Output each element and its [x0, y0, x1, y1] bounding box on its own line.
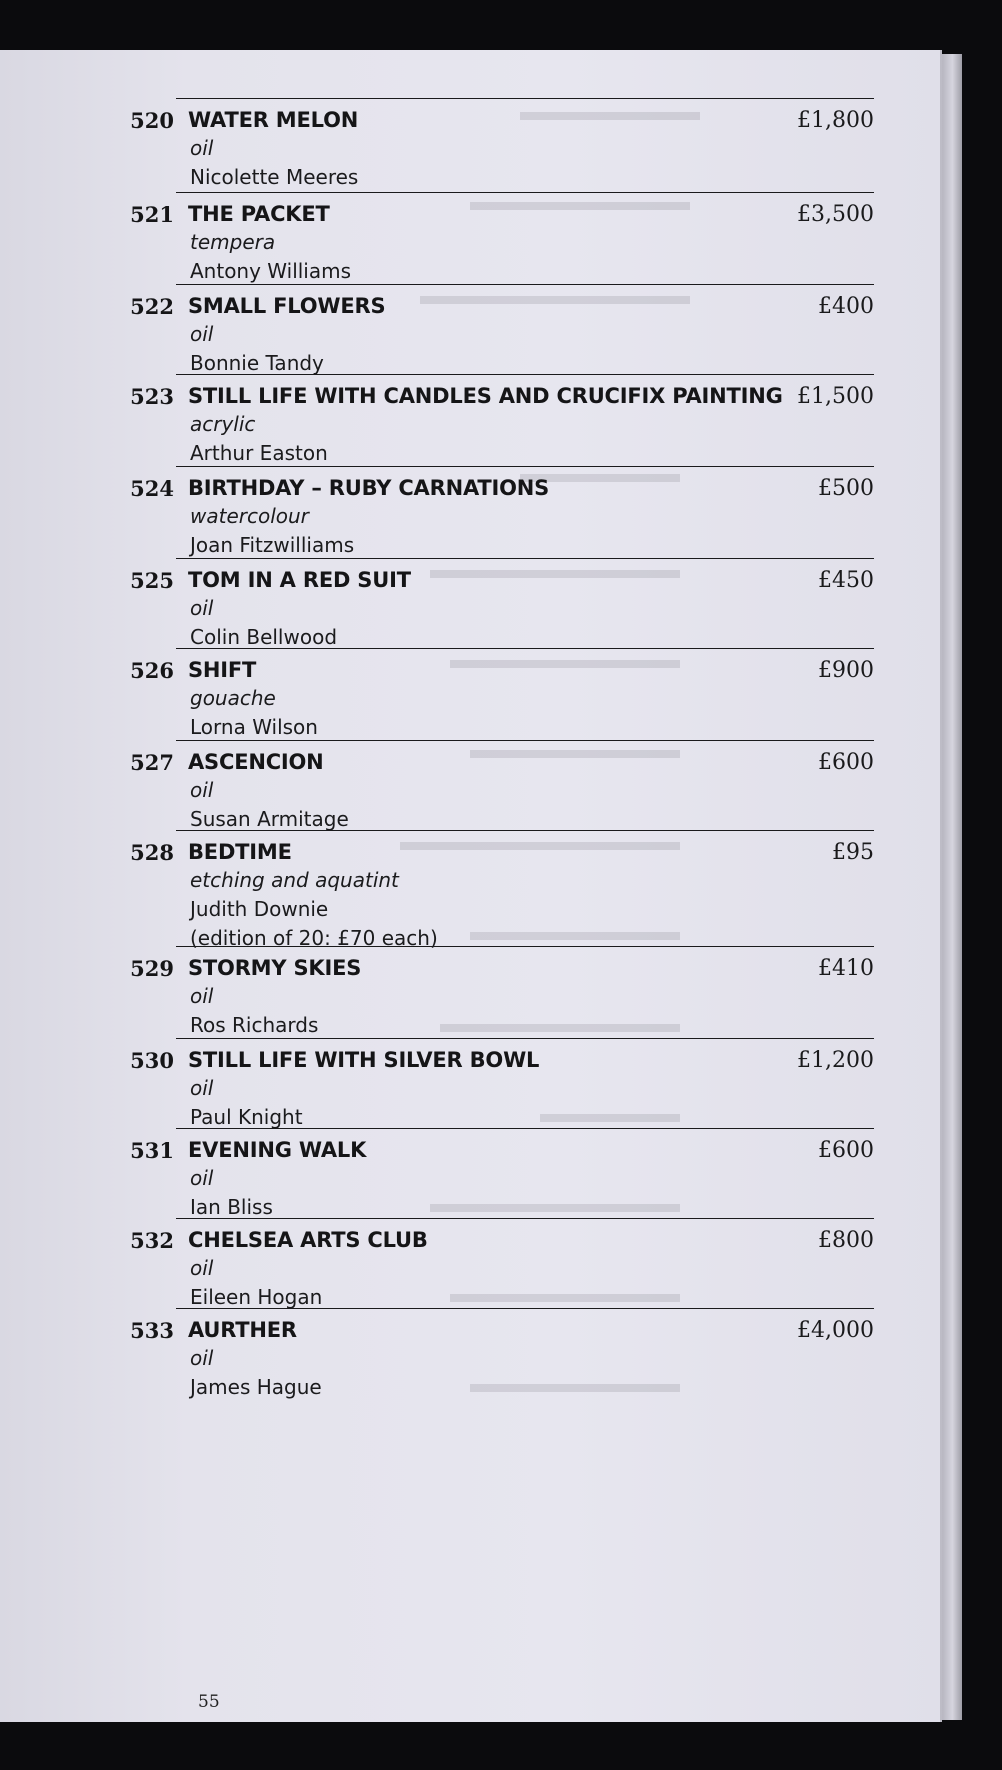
- entry-title: SMALL FLOWERS: [188, 294, 386, 318]
- entry-title: ASCENCION: [188, 750, 324, 774]
- entry-divider: [176, 740, 874, 741]
- entry-title: BIRTHDAY – RUBY CARNATIONS: [188, 476, 550, 500]
- entry-medium: watercolour: [190, 504, 309, 528]
- entry-medium: tempera: [190, 230, 276, 254]
- entry-medium: acrylic: [190, 412, 256, 436]
- entry-title: TOM IN A RED SUIT: [188, 568, 411, 592]
- entry-title: AURTHER: [188, 1318, 297, 1342]
- entry-artist: Ros Richards: [190, 1013, 319, 1037]
- entry-divider: [176, 1218, 874, 1219]
- entry-price: £600: [818, 1138, 874, 1163]
- entry-number: 528: [130, 840, 174, 865]
- entry-medium: oil: [190, 136, 214, 160]
- entry-artist: Nicolette Meeres: [190, 165, 359, 189]
- entry-number: 533: [130, 1318, 174, 1343]
- entry-medium: oil: [190, 778, 214, 802]
- entry-price: £900: [818, 658, 874, 683]
- entry-price: £1,200: [797, 1048, 874, 1073]
- entry-price: £500: [818, 476, 874, 501]
- entry-title: BEDTIME: [188, 840, 292, 864]
- entry-artist: Bonnie Tandy: [190, 351, 324, 375]
- entry-number: 529: [130, 956, 174, 981]
- entry-price: £400: [818, 294, 874, 319]
- entry-number: 527: [130, 750, 174, 775]
- entry-divider: [176, 1038, 874, 1039]
- entry-divider: [176, 98, 874, 99]
- entry-medium: oil: [190, 1346, 214, 1370]
- entry-title: CHELSEA ARTS CLUB: [188, 1228, 428, 1252]
- entry-medium: oil: [190, 322, 214, 346]
- entry-divider: [176, 192, 874, 193]
- entry-title: SHIFT: [188, 658, 257, 682]
- entry-number: 521: [130, 202, 174, 227]
- entry-number: 526: [130, 658, 174, 683]
- entry-title: EVENING WALK: [188, 1138, 367, 1162]
- entry-number: 525: [130, 568, 174, 593]
- entry-artist: Arthur Easton: [190, 441, 328, 465]
- entry-number: 531: [130, 1138, 174, 1163]
- entry-number: 532: [130, 1228, 174, 1253]
- entry-artist: Antony Williams: [190, 259, 352, 283]
- entry-divider: [176, 1128, 874, 1129]
- catalogue-list: [0, 50, 940, 1722]
- catalogue-page: [0, 50, 940, 1722]
- entry-artist: Eileen Hogan: [190, 1285, 323, 1309]
- entry-price: £600: [818, 750, 874, 775]
- entry-divider: [176, 374, 874, 375]
- entry-medium: oil: [190, 1076, 214, 1100]
- entry-artist: Paul Knight: [190, 1105, 303, 1129]
- entry-artist: Colin Bellwood: [190, 625, 338, 649]
- entry-divider: [176, 558, 874, 559]
- entry-price: £1,800: [797, 108, 874, 133]
- entry-artist: Joan Fitzwilliams: [190, 533, 355, 557]
- entry-title: STILL LIFE WITH SILVER BOWL: [188, 1048, 540, 1072]
- entry-price: £3,500: [797, 202, 874, 227]
- entry-medium: oil: [190, 1256, 214, 1280]
- entry-title: STILL LIFE WITH CANDLES AND CRUCIFIX PAINTING: [188, 384, 783, 408]
- entry-artist: Lorna Wilson: [190, 715, 318, 739]
- entry-medium: oil: [190, 596, 214, 620]
- entry-price: £1,500: [797, 384, 874, 409]
- entry-artist: Ian Bliss: [190, 1195, 273, 1219]
- entry-number: 524: [130, 476, 174, 501]
- entry-artist: James Hague: [190, 1375, 322, 1399]
- entry-title: THE PACKET: [188, 202, 330, 226]
- entry-number: 530: [130, 1048, 174, 1073]
- entry-price: £95: [832, 840, 874, 865]
- entry-price: £450: [818, 568, 874, 593]
- entry-divider: [176, 946, 874, 947]
- entry-number: 523: [130, 384, 174, 409]
- entry-title: STORMY SKIES: [188, 956, 362, 980]
- entry-price: £800: [818, 1228, 874, 1253]
- entry-artist: Judith Downie: [190, 897, 329, 921]
- entry-artist: Susan Armitage: [190, 807, 349, 831]
- entry-medium: oil: [190, 984, 214, 1008]
- entry-number: 522: [130, 294, 174, 319]
- entry-price: £4,000: [797, 1318, 874, 1343]
- entry-medium: oil: [190, 1166, 214, 1190]
- page-number: 55: [198, 1692, 220, 1712]
- entry-divider: [176, 1308, 874, 1309]
- entry-divider: [176, 284, 874, 285]
- entry-title: WATER MELON: [188, 108, 359, 132]
- entry-number: 520: [130, 108, 174, 133]
- entry-divider: [176, 830, 874, 831]
- entry-price: £410: [818, 956, 874, 981]
- entry-divider: [176, 466, 874, 467]
- entry-edition-note: (edition of 20: £70 each): [190, 926, 438, 950]
- entry-divider: [176, 648, 874, 649]
- entry-medium: etching and aquatint: [190, 868, 399, 892]
- entry-medium: gouache: [190, 686, 276, 710]
